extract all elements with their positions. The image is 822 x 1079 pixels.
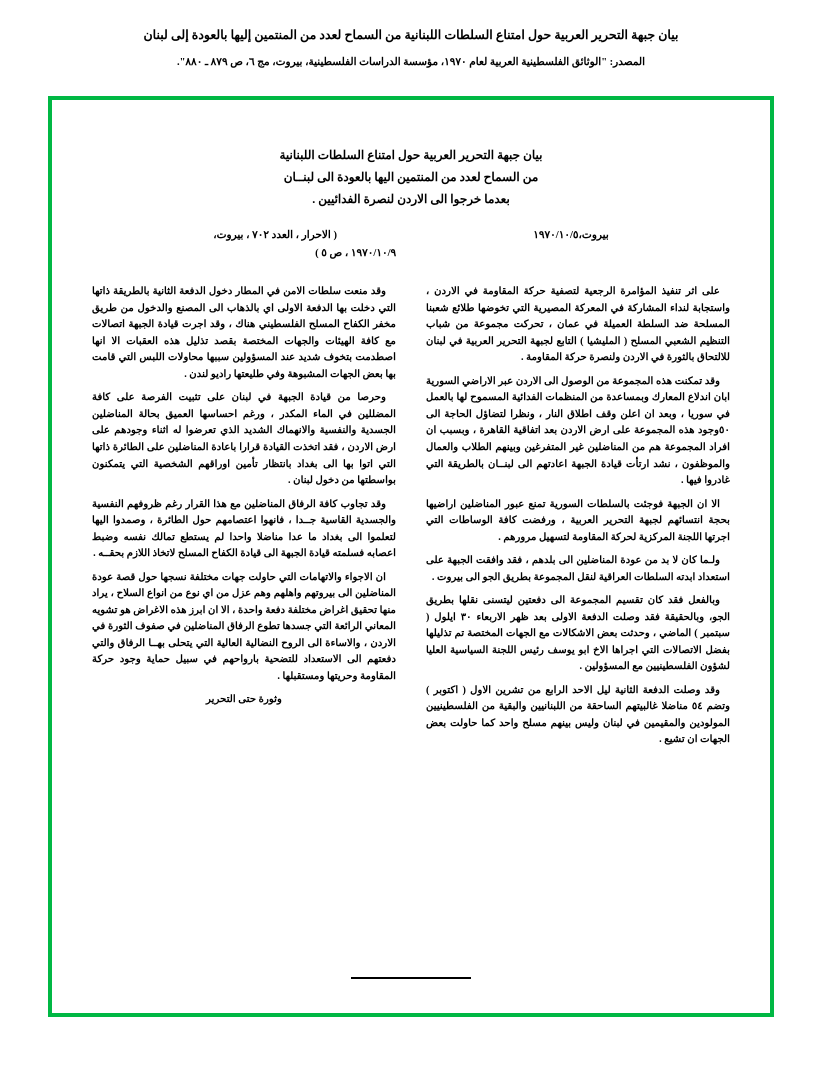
paragraph: ان الاجواء والاتهامات التي حاولت جهات مختلفة نسجها حول قصة عودة المناضلين الى بيروتهم واهلهم وهم عزل من اي نوع من انواع السلاح ، يراد منها تحقيق اغراض مختلفة دفعة واحدة ، الا ان ابرز هذه الاغراض هو تشويه المعاني الرائعة التي جسدها تطوع الرفاق المناضلين في صفوف الثورة في الاردن ، والاساءة الى الروح النضالية العالية التي يتحلى بهــا الرفاق والتي دفعتهم الى الاستعداد للتضحية بارواحهم في سبيل حماية وجود حركة المقاومة وحريتها ومستقبلها . [92,571,396,682]
document-body [52,100,770,1013]
paragraph: على اثر تنفيذ المؤامرة الرجعية لتصفية حركة المقاومة في الاردن ، واستجابة لنداء المشاركة في المعركة المصيرية التي تخوضها طلائع شعبنا المسلحة ضد السلطة العميلة في عمان ، تحركت مجموعة من شباب التنظيم الشعبي المسلح ( المليشيا ) التابع لجبهة التحرير العربية في لبنان للالتحاق بالثورة في الاردن ولنصرة حركة المقاومة . [426,286,730,364]
dateline-block [213,227,609,265]
paragraph: وقد وصلت الدفعة الثانية ليل الاحد الرابع من تشرين الاول ( اكتوبر ) وتضم ٥٤ مناضلا غالبيتهم الساحقة من اللبنانيين والبقية من الفلسطينيين المولودين والمقيمين في لبنان وليس بينهم مسلح واحد كما حاولت بعض الجهات ان تشيع . [426,684,730,746]
bottom-divider [52,977,770,979]
dateline-place-date: بيروت،١٩٧٠/١٠/٥ [533,229,609,241]
paragraph: وحرصا من قيادة الجبهة في لبنان على تثبيت الفرصة على كافة المضللين في الماء المكدر ، ورغم احساسها العميق بحالة المناضلين الجسدية والنفسية والانهماك الشديد الذي تعرضوا له اثناء وجودهم على ارض الاردن ، فقد اتخذت القيادة قرارا باعادة المناضلين على الطائرة ذاتها التي اتوا بها الى بغداد بانتظار تأمين اوراقهم الشخصية التي يتمكنون بواسطتها من دخول لبنان . [92,392,396,487]
statement-title-line-2: من السماح لعدد من المنتمين اليها بالعودة الى لبنــان [283,170,539,185]
divider-line [351,977,471,979]
dateline-publication: ( الاحرار ، العدد ٧٠٢ ، بيروت، [213,229,337,241]
paragraph: وقد منعت سلطات الامن في المطار دخول الدفعة الثانية بالطريقة ذاتها التي دخلت بها الدفعة الاولى اي بالذهاب الى المصنع والدخول من طريق مخفر الكفاح المسلح الفلسطيني هناك ، وقد اجرت قيادة الجبهة اتصالات مع كافة الهيئات والجهات المختصة بقصد تذليل هذه العقبات الا انها اصطدمت بتخوف شديد عند المسؤولين سببها محاولات اللبس التي قامت بها بعض الجهات المشبوهة وفي طليعتها راديو لندن . [92,286,396,380]
closing-slogan: وثورة حتى التحرير [206,694,282,706]
two-column-body [92,284,730,755]
paragraph: الا ان الجبهة فوجئت بالسلطات السورية تمنع عبور المناضلين اراضيها بحجة انتسائهم لجبهة التحرير العربية ، ورفضت كافة الوساطات التي اجرتها اللجنة المركزية لحركة المقاومة لتسهيل مرورهم . [426,498,730,543]
paragraph: وقد تجاوب كافة الرفاق المناضلين مع هذا القرار رغم ظروفهم النفسية والجسدية القاسية جــدا ، فانهوا اعتصامهم حول الطائرة ، وصمدوا اليها لتعلموا الى بغداد ما عدا مناضلا واحدا لم يستطع تمالك نفسه وضبط اعصابه فسلمته قيادة الجبهة الى قيادة الكفاح المسلح لاتخاذ اللازم بحقــه . [92,498,396,560]
right-column [426,284,730,755]
dateline-second-line: ١٩٧٠/١٠/٩ ، ص ٥ ) [315,248,397,260]
source-citation: المصدر: "الوثائق الفلسطينية العربية لعام ١٩٧٠، مؤسسة الدراسات الفلسطينية، بيروت، مج ٦، ص ٨٧٩ ـ ٨٨٠". [176,56,646,68]
page-title: بيان جبهة التحرير العربية حول امتناع السلطات اللبنانية من السماح لعدد من المنتمين إليها بالعودة إلى لبنان [143,28,679,42]
left-column [92,284,396,755]
paragraph: وقد تمكنت هذه المجموعة من الوصول الى الاردن عبر الاراضي السورية ابان اندلاع المعارك وبمساعدة من المنظمات الفدائية المسموح لها بالعمل في سوريا ، وبعد ان اعلن وقف اطلاق النار ، ونظرا لتضاؤل الحاجة الى ٥٠وجود هذه المجموعة على ارض الاردن بعد اتفاقية القاهرة ، وبسبب ان افراد المجموعة هم من المناضلين غير المتفرغين وبينهم الطلاب والعمال والموظفون ، نشد ارتأت قيادة الجبهة اعادتهم الى لبنــان بالطريقة التي غادروا فيها . [426,375,730,487]
green-border-frame [48,96,774,1017]
paragraph: وبالفعل فقد كان تقسيم المجموعة الى دفعتين ليتسنى نقلها بطريق الجو، وبالحقيقة فقد وصلت الدفعة الاولى بعد ظهر الاربعاء ٣٠ ايلول ( سبتمبر ) الماضي ، وحدثت بعض الاشكالات مع الجهات المختصة تم تذليلها بفضل الاتصالات التي اجراها الاخ ابو يوسف رئيس اللجنة السياسية العليا لشؤون الفلسطينيين مع المسؤولين . [426,595,730,673]
statement-title [188,144,635,211]
paragraph: ولـما كان لا بد من عودة المناضلين الى بلدهم ، فقد وافقت الجبهة على استعداد ابدته السلطات العراقية لنقل المجموعة بطريق الجو الى بيروت . [426,555,730,583]
document-header [0,0,822,71]
statement-title-line-1: بيان جبهة التحرير العربية حول امتناع السلطات اللبنانية [279,148,543,162]
statement-title-line-3: بعدما خرجوا الى الاردن لنصرة الفدائيين . [312,192,510,207]
